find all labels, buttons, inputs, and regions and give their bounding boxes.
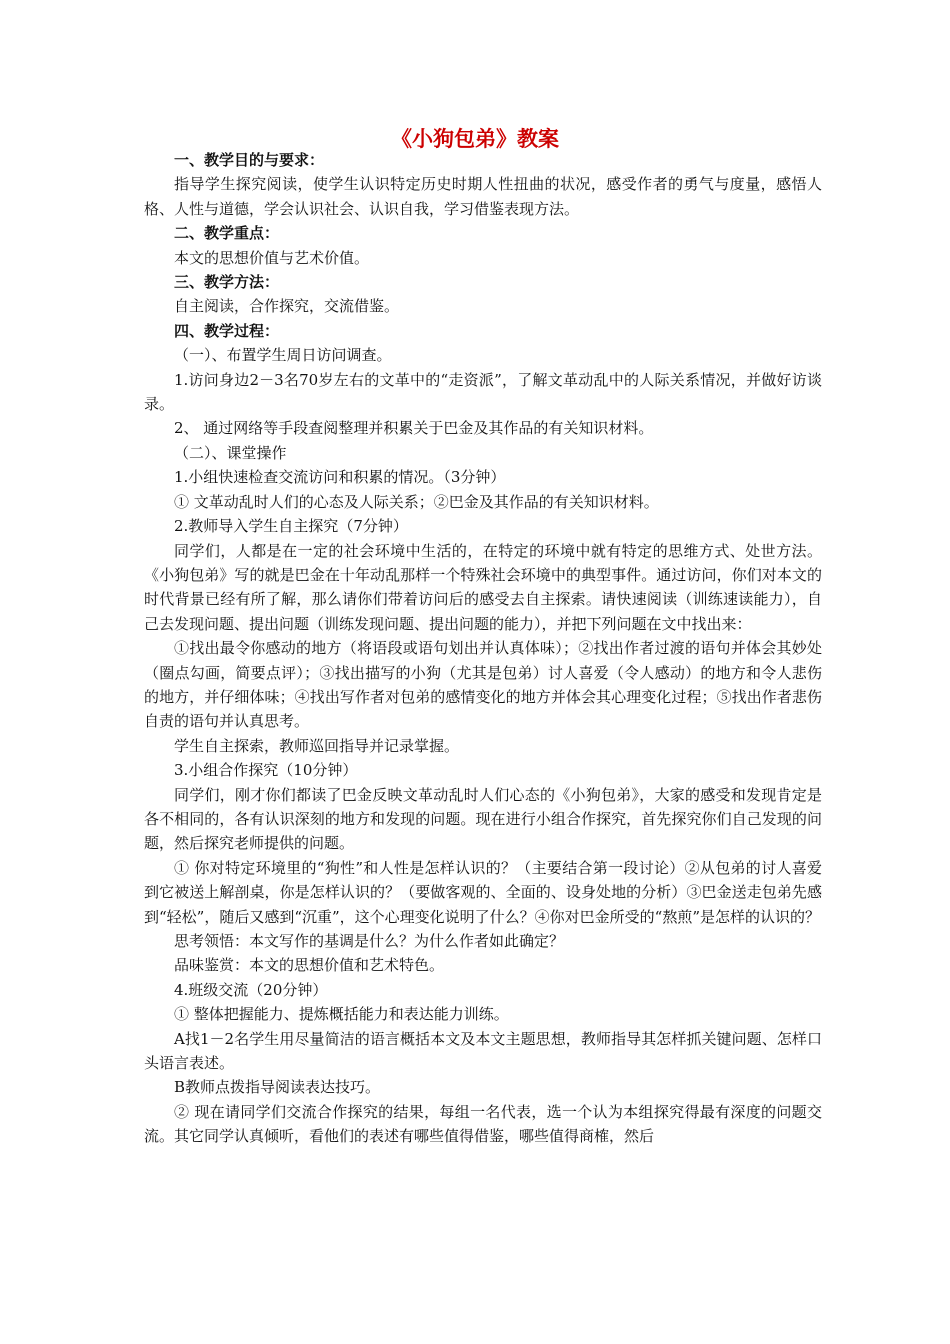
- body-paragraph: （二）、课堂操作: [174, 443, 287, 462]
- body-paragraph: 2.教师导入学生自主探究（7分钟）: [174, 517, 408, 536]
- document-title: 《小狗包弟》教案: [391, 127, 559, 151]
- body-paragraph: ①找出最令你感动的地方（将语段或语句划出并认真体味）；②找出作者过渡的语句并体会其妙处（圈点勾画，简要点评）；③找出描写的小狗（尤其是包弟）讨人喜爱（令人感动）的地方和令人悲伤的地方，并仔细体味；④找出写作者对包弟的感情变化的地方并体会其心理变化过程；⑤找出作者悲伤自责的语句并认真思考。: [144, 639, 822, 731]
- section-heading: 一、教学目的与要求：: [174, 151, 325, 169]
- body-paragraph: ① 你对特定环境里的“狗性”和人性是怎样认识的？（主要结合第一段讨论）②从包弟的讨人喜爱到它被送上解剖桌，你是怎样认识的？（要做客观的、全面的、设身处地的分析）③巴金送走包弟先感到“轻松”，随后又感到“沉重”，这个心理变化说明了什么？④你对巴金所受的“熬煎”是怎样的认识的？: [144, 858, 822, 926]
- body-paragraph: A找1－2名学生用尽量简洁的语言概括本文及本文主题思想，教师指导其怎样抓关键问题、怎样口头语言表述。: [144, 1029, 822, 1073]
- body-paragraph: ② 现在请同学们交流合作探究的结果，每组一名代表，选一个认为本组探究得最有深度的问题交流。其它同学认真倾听，看他们的表述有哪些值得借鉴，哪些值得商榷，然后: [144, 1102, 822, 1146]
- body-paragraph: 学生自主探索，教师巡回指导并记录掌握。: [174, 736, 460, 755]
- body-paragraph: B教师点拨指导阅读表达技巧。: [174, 1078, 381, 1097]
- body-paragraph: ① 文革动乱时人们的心态及人际关系；②巴金及其作品的有关知识材料。: [174, 492, 659, 511]
- section-heading: 四、教学过程：: [174, 321, 280, 340]
- body-paragraph: 1.访问身边2－3名70岁左右的文革中的“走资派”，了解文革动乱中的人际关系情况，并做好访谈录。: [144, 370, 822, 414]
- body-paragraph: 自主阅读，合作探究，交流借鉴。: [174, 297, 400, 316]
- body-paragraph: ① 整体把握能力、提炼概括能力和表达能力训练。: [174, 1005, 509, 1024]
- body-paragraph: 3.小组合作探究（10分钟）: [174, 761, 358, 780]
- body-paragraph: （一）、布置学生周日访问调查。: [174, 346, 392, 365]
- body-paragraph: 品味鉴赏：本文的思想价值和艺术特色。: [174, 956, 445, 975]
- body-paragraph: 同学们，刚才你们都读了巴金反映文革动乱时人们心态的《小狗包弟》，大家的感受和发现肯定是各不相同的，各有认识深刻的地方和发现的问题。现在进行小组合作探究，首先探究你们自己发现的问题，然后探究老师提供的问题。: [144, 785, 822, 853]
- body-paragraph: 同学们，人都是在一定的社会环境中生活的，在特定的环境中就有特定的思维方式、处世方法。《小狗包弟》写的就是巴金在十年动乱那样一个特殊社会环境中的典型事件。通过访问，你们对本文的时代背景已经有所了解，那么请你们带着访问后的感受去自主探索。请快速阅读（训练速读能力），自己去发现问题、提出问题（训练发现问题、提出问题的能力），并把下列问题在文中找出来：: [144, 541, 822, 633]
- section-heading: 三、教学方法：: [174, 273, 280, 292]
- body-paragraph: 1.小组快速检查交流访问和积累的情况。（3分钟）: [174, 468, 506, 487]
- body-paragraph: 本文的思想价值与艺术价值。: [174, 248, 370, 267]
- section-heading: 二、教学重点：: [174, 224, 280, 243]
- body-paragraph: 4.班级交流（20分钟）: [174, 980, 328, 999]
- body-paragraph: 2、 通过网络等手段查阅整理并积累关于巴金及其作品的有关知识材料。: [174, 419, 654, 438]
- document-body: [144, 148, 822, 1149]
- body-paragraph: 指导学生探究阅读，使学生认识特定历史时期人性扭曲的状况，感受作者的勇气与度量，感悟人格、人性与道德，学会认识社会、认识自我，学习借鉴表现方法。: [144, 175, 822, 218]
- body-paragraph: 思考领悟：本文写作的基调是什么？为什么作者如此确定？: [174, 932, 565, 950]
